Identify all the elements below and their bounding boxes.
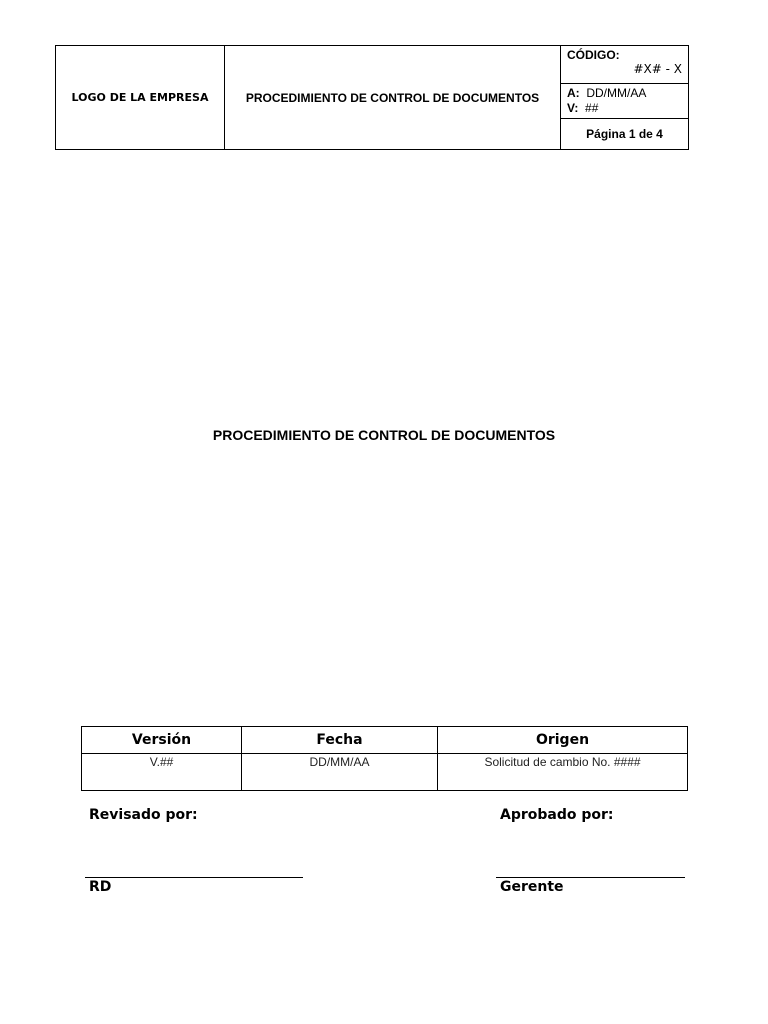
approved-by-label: Aprobado por: xyxy=(500,807,614,823)
code-label: CÓDIGO: xyxy=(567,48,620,62)
code-cell xyxy=(561,46,689,84)
document-header xyxy=(55,45,689,150)
version-value: ## xyxy=(585,101,599,115)
origin-cell: Solicitud de cambio No. #### xyxy=(438,754,688,791)
reviewed-signature-line xyxy=(85,877,303,878)
date-version-cell xyxy=(561,84,689,119)
version-table xyxy=(81,726,688,791)
main-title: PROCEDIMIENTO DE CONTROL DE DOCUMENTOS xyxy=(212,427,556,443)
date-value: DD/MM/AA xyxy=(586,86,647,100)
date-cell: DD/MM/AA xyxy=(242,754,438,791)
header-title: PROCEDIMIENTO DE CONTROL DE DOCUMENTOS xyxy=(225,46,561,150)
approved-signature-line xyxy=(496,877,685,878)
page-number: Página 1 de 4 xyxy=(561,119,689,150)
date-label: A: xyxy=(567,86,580,100)
code-value: #X# - X xyxy=(633,62,682,76)
column-header-date: Fecha xyxy=(242,727,438,754)
company-logo-placeholder: LOGO DE LA EMPRESA xyxy=(56,46,225,150)
version-table-header xyxy=(82,727,688,754)
column-header-origin: Origen xyxy=(438,727,688,754)
column-header-version: Versión xyxy=(82,727,242,754)
reviewed-role: RD xyxy=(89,879,112,895)
version-cell: V.## xyxy=(82,754,242,791)
version-label: V: xyxy=(567,101,579,115)
reviewed-by-label: Revisado por: xyxy=(89,807,198,823)
table-row xyxy=(82,754,688,791)
approved-role: Gerente xyxy=(500,879,564,895)
